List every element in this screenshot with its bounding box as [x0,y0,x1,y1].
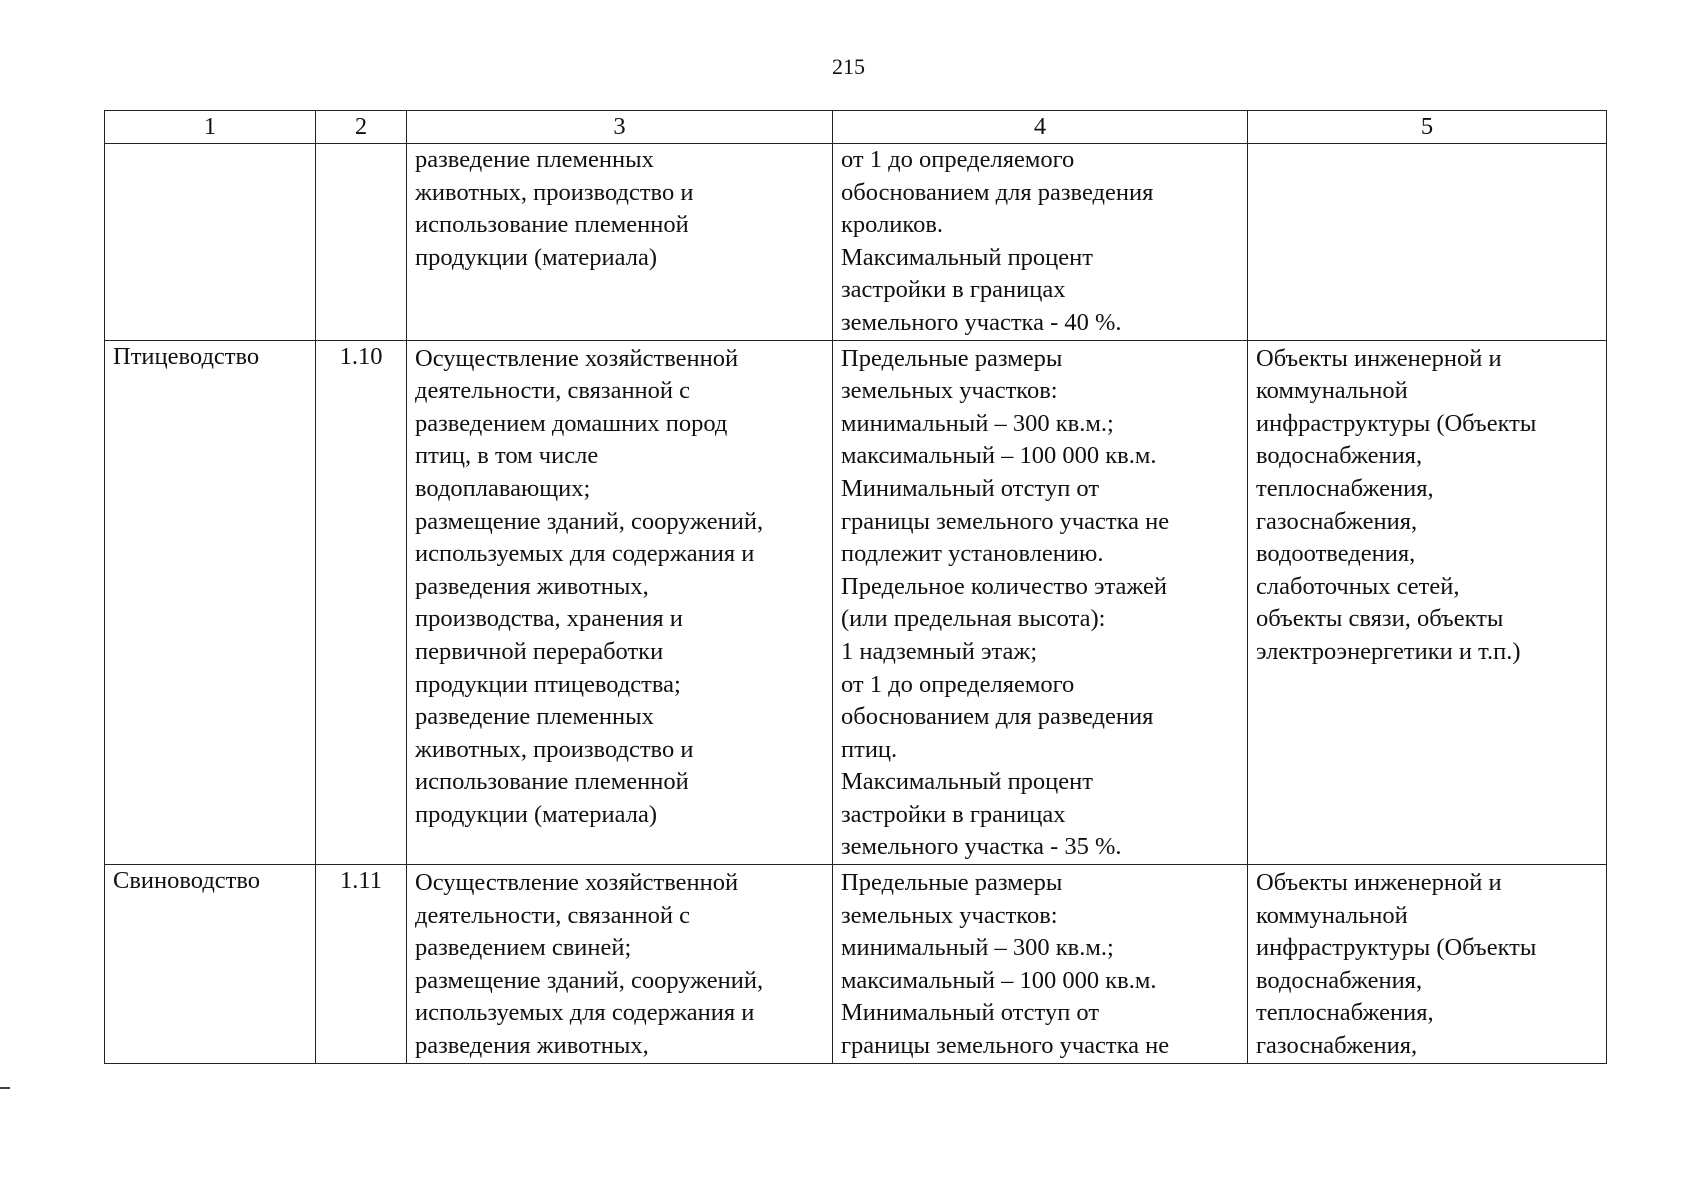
use-type-parameters: Предельные размеры земельных участков: минимальный – 300 кв.м.; максимальный – 100 000 кв.м. Минимальный отступ от границы земельного участка не подлежит установлению. Предельное количество этажей (или предельная высота): 1 надземный этаж; от 1 до определяемого обоснованием для разведения птиц. Максимальный процент застройки в границах земельного участка - 35 %. [833,340,1248,865]
use-type-parameters: Предельные размеры земельных участков: минимальный – 300 кв.м.; максимальный – 100 000 кв.м. Минимальный отступ от границы земельного участка не [833,865,1248,1064]
use-type-name: Птицеводство [105,340,316,865]
use-type-infrastructure: Объекты инженерной и коммунальной инфраструктуры (Объекты водоснабжения, теплоснабжения, газоснабжения, водоотведения, слаботочных сетей, объекты связи, объекты электроэнергетики и т.п.) [1248,340,1607,865]
column-header-4: 4 [833,111,1248,144]
table-row [105,865,1607,1064]
use-type-parameters: от 1 до определяемого обоснованием для разведения кроликов. Максимальный процент застройки в границах земельного участка - 40 %. [833,144,1248,341]
column-header-2: 2 [316,111,407,144]
use-type-code [316,144,407,341]
use-type-description: Осуществление хозяйственной деятельности, связанной с разведением свиней; размещение зданий, сооружений, используемых для содержания и разведения животных, [407,865,833,1064]
use-type-description: разведение племенных животных, производство и использование племенной продукции (материала) [407,144,833,341]
column-header-5: 5 [1248,111,1607,144]
use-type-name [105,144,316,341]
use-type-infrastructure: Объекты инженерной и коммунальной инфраструктуры (Объекты водоснабжения, теплоснабжения, газоснабжения, [1248,865,1607,1064]
margin-mark [0,1087,10,1089]
land-use-table [104,110,1607,1064]
use-type-description: Осуществление хозяйственной деятельности, связанной с разведением домашних пород птиц, в том числе водоплавающих; размещение зданий, сооружений, используемых для содержания и разведения животных, производства, хранения и первичной переработки продукции птицеводства; разведение племенных животных, производство и использование племенной продукции (материала) [407,340,833,865]
use-type-code: 1.10 [316,340,407,865]
column-header-1: 1 [105,111,316,144]
page-number: 215 [832,54,865,79]
use-type-code: 1.11 [316,865,407,1064]
table-header-row [105,111,1607,144]
column-header-3: 3 [407,111,833,144]
use-type-name: Свиноводство [105,865,316,1064]
use-type-infrastructure [1248,144,1607,341]
table-row [105,340,1607,865]
table-row [105,144,1607,341]
